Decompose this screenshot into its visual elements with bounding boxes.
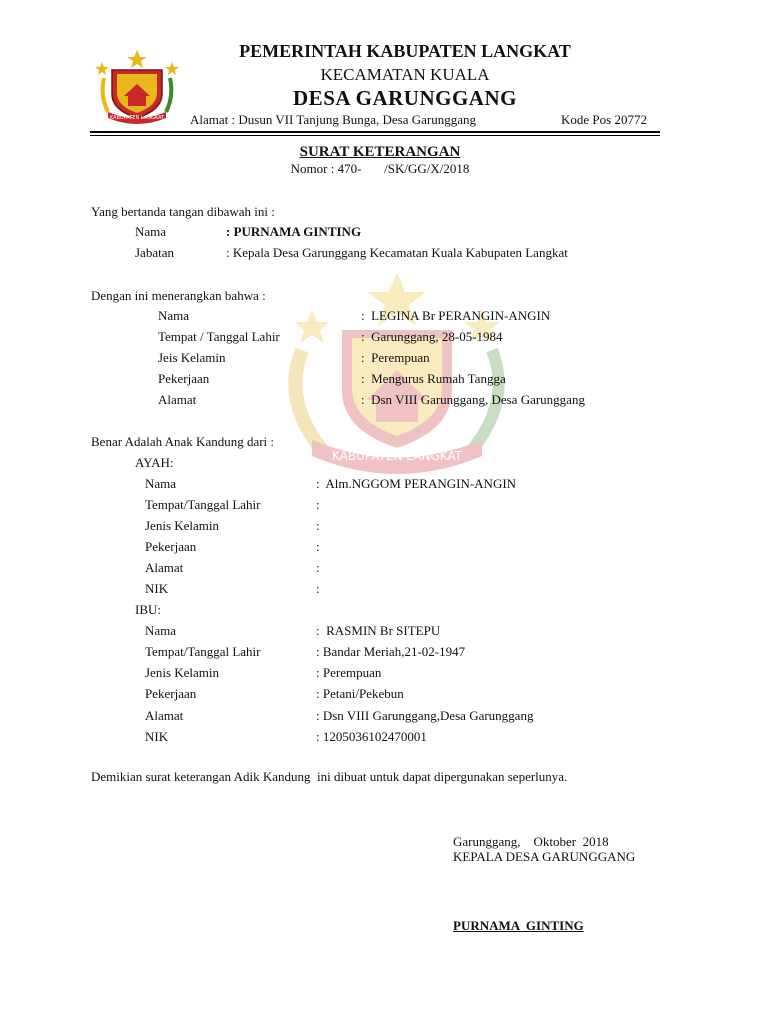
mother-nik-label: NIK [145,729,169,744]
father-heading: AYAH: [135,455,174,470]
logo-star-top [127,50,147,68]
signer-intro: Yang bertanda tangan dibawah ini : [91,204,275,219]
closing-statement: Demikian surat keterangan Adik Kandung ini dibuat untuk dapat dipergunakan seperlunya. [91,769,568,784]
mother-birth-value: : Bandar Meriah,21-02-1947 [316,644,466,659]
father-gender-label: Jenis Kelamin [145,518,220,533]
father-name-label: Nama [145,476,177,491]
letterhead-divider-thin [90,135,660,136]
mother-gender-value: : Perempuan [316,665,382,680]
regency-emblem-logo [94,48,180,126]
logo-star-left [95,62,109,75]
header-village: DESA GARUNGGANG [293,86,517,110]
signer-name-label: Nama [135,224,167,239]
header-address: Alamat : Dusun VII Tanjung Bunga, Desa Garunggang [190,112,476,127]
father-nik-label: NIK [145,581,169,596]
document-title: SURAT KETERANGAN [299,144,461,160]
subject-occupation-label: Pekerjaan [158,371,210,386]
signature-place-date: Garunggang, Oktober 2018 [453,834,609,849]
logo-ribbon-text: KABUPATEN LANGKAT [109,115,165,121]
father-name-value: : Alm.NGGOM PERANGIN-ANGIN [316,476,517,491]
mother-address-label: Alamat [145,708,184,723]
father-birth-label: Tempat/Tanggal Lahir [145,497,261,512]
logo-cotton-branch [166,78,171,112]
watermark-ribbon-text: KABUPATEN LANGKAT [331,449,463,463]
signature-position: KEPALA DESA GARUNGGANG [453,849,636,864]
mother-gender-label: Jenis Kelamin [145,665,220,680]
document-number: Nomor : 470- /SK/GG/X/2018 [290,161,470,176]
mother-occupation-value: : Petani/Pekebun [316,686,404,701]
father-occupation-label: Pekerjaan [145,539,197,554]
subject-intro: Dengan ini menerangkan bahwa : [91,288,266,303]
mother-address-value: : Dsn VIII Garunggang,Desa Garunggang [316,708,534,723]
signer-name-value: : PURNAMA GINTING [226,224,362,239]
signer-position-label: Jabatan [135,245,174,260]
subject-address-label: Alamat [158,392,197,407]
subject-birth-value: : Garunggang, 28-05-1984 [361,329,503,344]
mother-occupation-label: Pekerjaan [145,686,197,701]
father-occupation-value: : [316,539,320,554]
mother-name-value: : RASMIN Br SITEPU [316,623,441,638]
parents-intro: Benar Adalah Anak Kandung dari : [91,434,275,449]
mother-name-label: Nama [145,623,177,638]
subject-gender-value: : Perempuan [361,350,430,365]
subject-address-value: : Dsn VIII Garunggang, Desa Garunggang [361,392,585,407]
subject-gender-label: Jeis Kelamin [158,350,226,365]
logo-rice-stalk [103,78,108,112]
signature-name: PURNAMA GINTING [453,918,584,933]
mother-birth-label: Tempat/Tanggal Lahir [145,644,261,659]
logo-star-right [165,62,179,75]
father-address-value: : [316,560,320,575]
letterhead-divider-thick [90,131,660,133]
signer-position-value: : Kepala Desa Garunggang Kecamatan Kuala Kabupaten Langkat [226,245,568,260]
subject-name-value: : LEGINA Br PERANGIN-ANGIN [361,308,551,323]
subject-name-label: Nama [158,308,190,323]
header-district: KECAMATAN KUALA [320,65,490,84]
header-postcode: Kode Pos 20772 [561,112,647,127]
father-nik-value: : [316,581,320,596]
father-birth-value: : [316,497,320,512]
mother-heading: IBU: [135,602,161,617]
subject-occupation-value: : Mengurus Rumah Tangga [361,371,506,386]
subject-birth-label: Tempat / Tanggal Lahir [158,329,280,344]
mother-nik-value: : 1205036102470001 [316,729,427,744]
father-address-label: Alamat [145,560,184,575]
header-government: PEMERINTAH KABUPATEN LANGKAT [239,41,571,61]
father-gender-value: : [316,518,320,533]
